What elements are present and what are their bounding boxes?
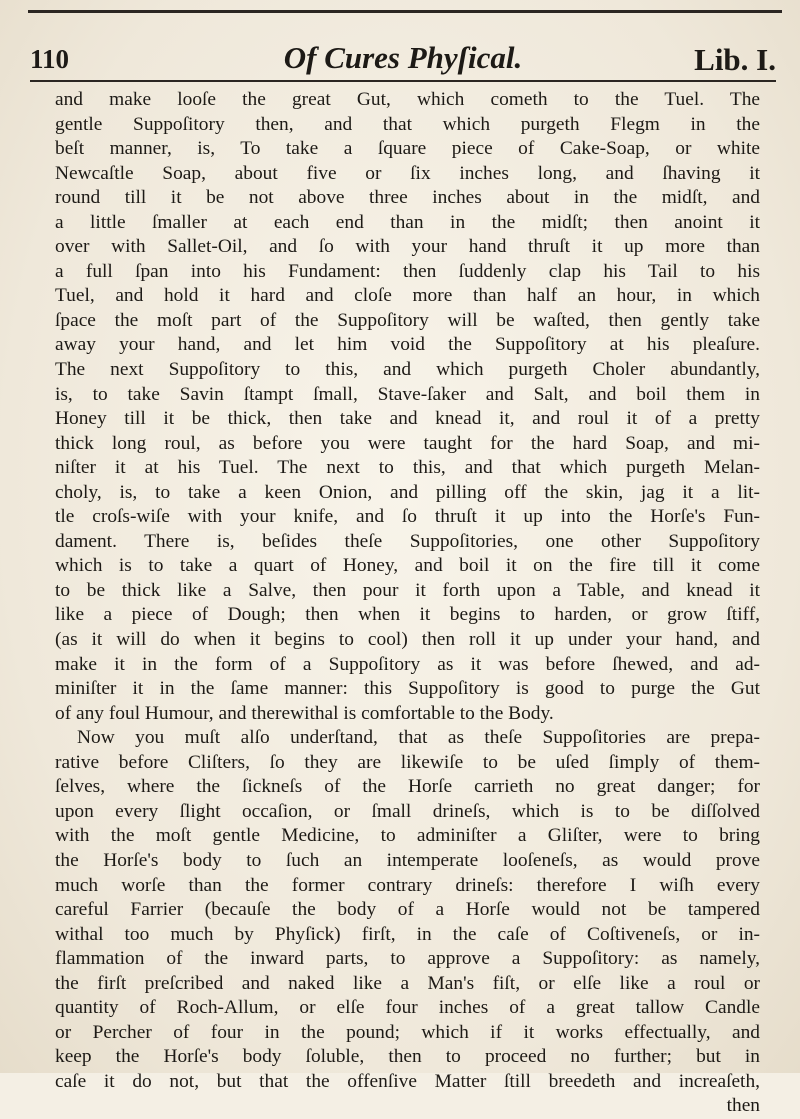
text-line: make it in the form of a Suppoſitory as it was before ſhewed, and ad- (55, 653, 760, 675)
page-header (30, 40, 776, 76)
text-line: thick long roul, as before you were taught for the hard Soap, and mi- (55, 432, 760, 454)
text-line: to be thick like a Salve, then pour it forth upon a Table, and knead it (55, 579, 760, 601)
text-line: which is to take a quart of Honey, and boil it on the fire till it come (55, 555, 760, 577)
text-line: and make looſe the great Gut, which cometh to the Tuel. The (55, 89, 760, 110)
text-line: careful Farrier (becauſe the body of a Horſe would not be tampered (55, 899, 760, 921)
text-line: the Horſe's body to ſuch an intemperate looſeneſs, as would prove (55, 849, 760, 871)
text-line: dament. There is, beſides theſe Suppoſitories, one other Suppoſitory (55, 530, 760, 552)
catchword: then (726, 1095, 760, 1117)
header-rule (30, 80, 776, 82)
text-line: ſelves, where the ſickneſs of the Horſe carrieth no great danger; for (55, 776, 760, 798)
text-line: with the moſt gentle Medicine, to adminiſter a Gliſter, were to bring (55, 825, 760, 847)
text-line: a little ſmaller at each end than in the midſt; then anoint it (55, 211, 760, 233)
body-text (55, 88, 760, 1119)
text-line: withal too much by Phyſick) firſt, in the caſe of Coſtiveneſs, or in- (55, 923, 760, 945)
top-rule (28, 10, 782, 13)
text-line: Newcaſtle Soap, about five or ſix inches long, and ſhaving it (55, 162, 760, 184)
page-number: 110 (30, 44, 70, 74)
text-line: Tuel, and hold it hard and cloſe more than half an hour, in which (55, 285, 760, 307)
text-line: Now you muſt alſo underſtand, that as theſe Suppoſitories are prepa- (77, 727, 760, 749)
text-line: niſter it at his Tuel. The next to this, and that which purgeth Melan- (55, 457, 760, 479)
text-line: keep the Horſe's body ſoluble, then to proceed no further; but in (55, 1046, 760, 1068)
text-line: the firſt preſcribed and naked like a Man's fiſt, or elſe like a roul or (55, 972, 760, 994)
text-line: a full ſpan into his Fundament: then ſuddenly clap his Tail to his (55, 260, 760, 282)
text-line: tle croſs-wiſe with your knife, and ſo thruſt it up into the Horſe's Fun- (55, 506, 760, 528)
text-line: much worſe than the former contrary drineſs: therefore I wiſh every (55, 874, 760, 896)
text-line: or Percher of four in the pound; which if it works effectually, and (55, 1021, 760, 1043)
text-line: is, to take Savin ſtampt ſmall, Stave-ſaker and Salt, and boil them in (55, 383, 760, 405)
text-line: beſt manner, is, To take a ſquare piece of Cake-Soap, or white (55, 138, 760, 160)
text-line: Honey till it be thick, then take and knead it, and roul it of a pretty (55, 408, 760, 430)
text-line: like a piece of Dough; then when it begins to harden, or grow ſtiff, (55, 604, 760, 626)
text-line: The next Suppoſitory to this, and which purgeth Choler abundantly, (55, 359, 760, 381)
running-title: Of Cures Phyſical. (283, 40, 523, 75)
text-line: choly, is, to take a keen Onion, and pilling off the skin, jag it a lit- (55, 481, 760, 503)
text-line: rative before Cliſters, ſo they are likewiſe to be uſed ſimply of them- (55, 751, 760, 773)
text-line: upon every ſlight occaſion, or ſmall drineſs, which is to be diſſolved (55, 800, 760, 822)
text-line: gentle Suppoſitory then, and that which purgeth Flegm in the (55, 113, 760, 135)
text-line: flammation of the inward parts, to approve a Suppoſitory: as namely, (55, 948, 760, 970)
text-line: round till it be not above three inches about in the midſt, and (55, 187, 760, 209)
text-line: (as it will do when it begins to cool) then roll it up under your hand, and (55, 629, 760, 651)
text-line: ſpace the moſt part of the Suppoſitory will be waſted, then gently take (55, 309, 760, 331)
text-line: away your hand, and let him void the Suppoſitory at his pleaſure. (55, 334, 760, 356)
text-line: quantity of Roch-Allum, or elſe four inches of a great tallow Candle (55, 997, 760, 1019)
text-line: of any foul Humour, and therewithal is comfortable to the Body. (55, 702, 554, 724)
text-line: miniſter it in the ſame manner: this Suppoſitory is good to purge the Gut (55, 678, 760, 700)
book-label: Lib. I. (694, 42, 776, 77)
text-line: caſe it do not, but that the offenſive Matter ſtill breedeth and increaſeth, (55, 1070, 760, 1092)
text-line: over with Sallet-Oil, and ſo with your hand thruſt it up more than (55, 236, 760, 258)
